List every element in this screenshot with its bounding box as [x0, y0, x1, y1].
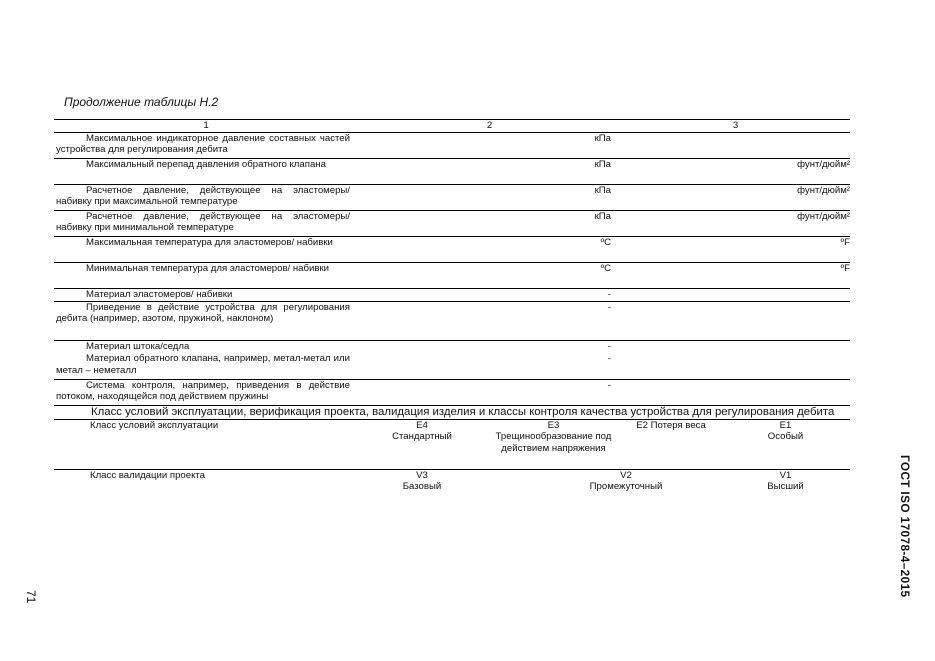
table-header-row [54, 120, 850, 133]
unit-si-cell: - [358, 379, 621, 405]
unit-si-cell: - [607, 353, 611, 365]
table-row [54, 288, 850, 301]
option-code: E3 [547, 419, 560, 431]
parameter-text: Материал штока/седла [86, 340, 190, 352]
service-class-options-right [621, 419, 850, 469]
parameter-text: Расчетное давление, действующее на эластомеры/набивку при минимальной температуре [56, 210, 350, 234]
table-row [54, 262, 850, 288]
page-number: 71 [24, 590, 38, 604]
column-header-2: 2 [358, 120, 621, 133]
parameter-cell [54, 340, 358, 353]
unit-us-cell: фунт/дюйм² [621, 184, 850, 210]
parameter-text: Расчетное давление, действующее на эластомеры/набивку при максимальной температуре [56, 184, 350, 208]
table-row [54, 340, 850, 353]
unit-us-cell [621, 132, 850, 158]
parameter-text: Система контроля, например, приведения в действие потоком, находящейся под действием пружины [56, 379, 350, 403]
service-class-row [54, 419, 850, 469]
table-row [54, 353, 850, 379]
parameter-cell [54, 262, 358, 288]
option-name: Базовый [402, 481, 442, 493]
parameter-cell [54, 379, 358, 405]
parameter-text: Материал эластомеров/ набивки [86, 288, 233, 300]
document-title-vertical: ГОСТ ISO 17078-4–2015 [898, 455, 912, 598]
parameter-cell [54, 301, 358, 340]
unit-us-cell: ºF [621, 236, 850, 262]
table-caption: Продолжение таблицы Н.2 [64, 95, 219, 109]
option-name: Стандартный [392, 431, 452, 443]
parameter-cell [54, 353, 358, 379]
design-validation-option [561, 470, 691, 493]
table-row [54, 132, 850, 158]
unit-si-cell: - [358, 301, 621, 340]
service-class-option [358, 420, 486, 455]
design-validation-row [54, 469, 850, 493]
service-class-label: Класс условий эксплуатации [54, 419, 358, 469]
section-heading-text: Класс условий эксплуатации, верификация проекта, валидация изделия и классы контроля качества устройства для регулирования дебита [91, 405, 835, 418]
unit-us-cell [621, 301, 850, 340]
unit-us-cell: фунт/дюйм² [621, 158, 850, 184]
parameter-text: Максимальное индикаторное давление составных частей устройства для регулирования дебита [56, 132, 350, 156]
option-code: V3 [416, 469, 428, 481]
table-row [54, 379, 850, 405]
option-code: E1 [779, 419, 792, 431]
option-code: V1 [779, 469, 792, 481]
parameter-text: Приведение в действие устройства для регулирования дебита (например, азотом, пружиной, наклоном) [56, 301, 350, 325]
option-name: Особый [767, 431, 804, 443]
parameter-cell [54, 184, 358, 210]
unit-us-cell: фунт/дюйм² [621, 210, 850, 236]
section-heading-row [54, 405, 850, 419]
parameter-text: Минимальная температура для эластомеров/ набивки [86, 262, 330, 274]
option-name: Трещинообразование под действием напряжения [495, 431, 612, 454]
parameter-text: Максимальный перепад давления обратного клапана [86, 158, 326, 170]
design-validation-options-right [589, 469, 850, 493]
unit-si-cell: кПа [358, 210, 621, 236]
table-row [54, 184, 850, 210]
option-code: V2 [620, 469, 632, 481]
unit-us-cell [621, 288, 850, 301]
parameter-cell [54, 158, 358, 184]
design-validation-option [721, 470, 850, 493]
parameter-cell [54, 132, 358, 158]
unit-us-cell: ºF [621, 262, 850, 288]
unit-us-cell [621, 353, 850, 379]
service-class-options-left [358, 419, 621, 469]
table-row [54, 210, 850, 236]
unit-si-cell: ºC [358, 262, 621, 288]
parameter-cell [54, 288, 358, 301]
unit-us-cell [621, 379, 850, 405]
service-class-option [721, 420, 850, 443]
unit-us-cell [621, 340, 850, 353]
unit-si-cell: кПа [358, 158, 621, 184]
parameter-text: Максимальная температура для эластомеров/ набивки [86, 236, 333, 248]
unit-si-cell: - [358, 288, 621, 301]
option-code: E2 Потеря веса [636, 419, 706, 431]
table-row [54, 301, 850, 340]
option-name: Высший [767, 481, 804, 493]
parameter-cell [54, 210, 358, 236]
section-heading [54, 405, 850, 419]
table-row [54, 158, 850, 184]
option-name: Промежуточный [589, 481, 663, 493]
unit-si-cell: кПа [358, 184, 621, 210]
service-class-option [486, 420, 621, 455]
parameter-text: Материал обратного клапана, например, метал-метал или метал – неметалл [56, 353, 350, 376]
design-validation-option [358, 470, 486, 493]
service-class-option [621, 420, 721, 443]
column-header-1: 1 [54, 120, 358, 133]
column-header-3: 3 [621, 120, 850, 133]
parameter-cell [54, 236, 358, 262]
unit-si-cell: ºC [358, 236, 621, 262]
specification-table [54, 119, 850, 493]
design-validation-label: Класс валидации проекта [54, 469, 358, 493]
table-row [54, 236, 850, 262]
unit-si-cell: кПа [358, 132, 621, 158]
unit-si-cell: - [358, 340, 621, 353]
option-code: E4 [416, 419, 428, 431]
